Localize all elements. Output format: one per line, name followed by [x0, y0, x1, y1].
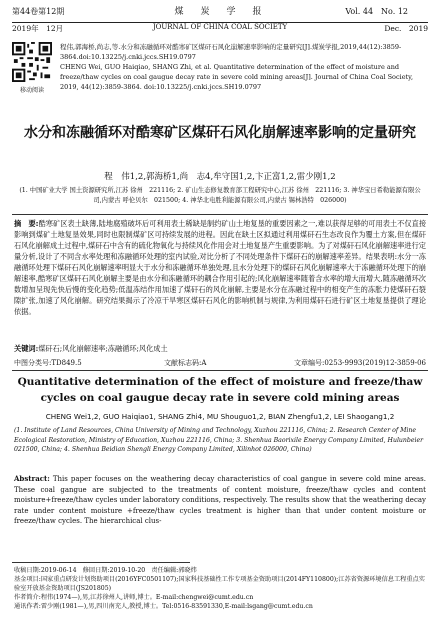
abstract-en — [14, 474, 426, 527]
qr-caption: 移动阅读 — [19, 87, 44, 94]
date-cn: 2019年 12月 — [12, 24, 64, 33]
paper-title-cn: 水分和冻融循环对酷寒矿区煤矸石风化崩解速率影响的定量研究 — [24, 125, 416, 141]
journal-subheader — [12, 23, 428, 34]
authors-en: CHENG Wei1,2, GUO Haiqiao1, SHANG Zhi4, MU Shouguo1,2, BIAN Zhengfu1,2, LEI Shaogang1,2 — [45, 412, 395, 421]
journal-name-en: JOURNAL OF CHINA COAL SOCIETY — [152, 23, 288, 31]
doc-code: 文献标志码:A — [164, 359, 207, 367]
footnote-divider — [12, 562, 190, 563]
divider — [12, 370, 428, 371]
abstract-cn-label: 摘 要: — [14, 219, 39, 228]
authors-cn: 程 伟1,2,郭海桥1,尚 志4,牟守国1,2,卞正富1,2,雷少刚1,2 — [104, 172, 336, 182]
footnote-received: 收稿日期:2019-06-14 修回日期:2019-10-20 责任编辑:郭晓炜 — [14, 567, 197, 574]
journal-name-cn: 煤 炭 学 报 — [174, 7, 266, 17]
journal-header — [12, 4, 428, 23]
divider — [12, 214, 428, 215]
footnote-funding: 基金项目:国家重点研发计划资助项目(2016YFC0501107);国家科技基础性工作专项基金资助项目(2014FY110800);江苏省资源环境信息工程重点实验室开放基金资助项目(JS201805) — [14, 576, 425, 592]
keywords-cn-label: 关键词: — [14, 344, 39, 353]
citation-cn: 程伟,郭海桥,尚志,等.水分和冻融循环对酷寒矿区煤矸石风化崩解速率影响的定量研究[J].煤炭学报,2019,44(12):3859-3864.doi:10.13225/j.cnki.jccs.SH19.0797 — [60, 43, 402, 61]
date-en: Dec. 2019 — [384, 24, 428, 33]
keywords-cn — [14, 344, 426, 354]
abstract-cn-text: 酷寒矿区表土缺薄,陆地腐殖破坏后可利用表土稀缺是制约矿山土地复垦的重要因素之一,难以获得足够的可用表土不仅直接影响到煤矿土地复垦效果,同时也限制煤矿区可持续发展的进程。因此在缺土区拟通过利用煤矸石生态改良作为覆土方案,但在煤矸石风化崩解成土过程中,煤矸石中含有的硫化物氧化与持续风化作用会对土地复垦产生重要影响。为了对煤矸石风化崩解速率进行定量分析,设计了不同含水率处理和冻融循环处理的室内试验,对比分析了不同处理条件下煤矸石的崩解速率差异。结果表明:水分一冻融循环处理下煤矸石风化崩解速率明显大于水分和冻融循环单独处理,且水分处理下的煤矸石风化崩解速率大于冻融循环处理下的崩解速率,酷寒矿区煤矸石风化崩解主要是由水分和冻融循环的耦合作用引起的;风化崩解速率随着含水率的增大而增大,随冻融循环次数增加呈现先快后慢的变化趋势;低温冻结作用加速了煤矸石的风化崩解,主要是水分在冻融过程中的相变产生的冻胀力使煤矸石裂隙扩张,加速了风化崩解。研究结果揭示了冷凉干旱寒区煤矸石风化的影响机制与规律,为利用煤矸石进行矿区土地复垦提供了理论依据。 — [14, 219, 427, 316]
article-number: 文章编号:0253-9993(2019)12-3859-06 — [294, 359, 426, 367]
citation-block — [60, 42, 428, 92]
clc-number: 中图分类号:TD849.5 — [14, 359, 82, 367]
qr-code-icon[interactable] — [12, 42, 52, 82]
citation-en: CHENG Wei, GUO Haiqiao, SHANG Zhi, et al. Quantitative determination of the effect of moisture and freeze/thaw cycles on coal gaugue decay rate in severe cold mining areas[J]. Journal of China Coal Society, 2019, 44(12):3859-3864. doi:10.13225/j.cnki.jccs.SH19.0797 — [60, 63, 414, 91]
keywords-cn-text: 煤矸石;风化崩解速率;冻融循环;风化成土 — [38, 344, 168, 353]
footnotes — [14, 566, 426, 611]
affiliations-en: (1. Institute of Land Resources, China University of Mining and Technology, Xuzhou 221116, China; 2. Research Center of Mine Ecological Restoration, Ministry of Education, Xuzhou 221116, China; 3. Shenhua Baorixile Energy Company Limited, Hulunbeier 021500, China; 4. Shenhua Beidian Shengli Energy Company Limited, Xilinhot 026000, China) — [14, 427, 424, 453]
abstract-cn — [14, 218, 426, 317]
paper-title-en: Quantitative determination of the effect of moisture and freeze/thaw cycles on coal gaugue decay rate in severe cold mining areas — [17, 376, 423, 404]
volume-en: Vol. 44 No. 12 — [345, 7, 408, 16]
abstract-en-label: Abstract: — [14, 474, 50, 483]
abstract-en-text: This paper focuses on the weathering decay characteristics of coal gangue in severe cold mine areas. These coal gangue are subjected to the treatments of content moisture, freeze/thaw cycles and content moisture+freeze/thaw cycles under laboratory conditions, respectively. The results show that the weathering decay rate under content moisture +freeze/thaw cycles treatment is higher than that under content moisture or freeze/thaw cycles. The hierarchical clus- — [14, 475, 427, 525]
volume-cn: 第44卷第12期 — [12, 7, 65, 16]
footnote-corresponding: 通讯作者:雷少刚(1981—),男,四川南充人,教授,博士。Tel:0516-83591330,E-mail:lsgang@cumt.edu.cn — [14, 603, 313, 610]
footnote-author-bio: 作者简介:程伟(1974—),男,江苏徐州人,讲师,博士。E-mail:chengwei@cumt.edu.cn — [14, 594, 254, 601]
affiliations-cn: (1. 中国矿业大学 国土资源研究所,江苏 徐州 221116; 2. 矿山生态修复教育部工程研究中心,江苏 徐州 221116; 3. 神华宝日希勒能源有限公司,内蒙古 呼伦贝尔 021500; 4. 神华北电胜利能源有限公司,内蒙古 锡林浩特 026000) — [19, 187, 421, 204]
